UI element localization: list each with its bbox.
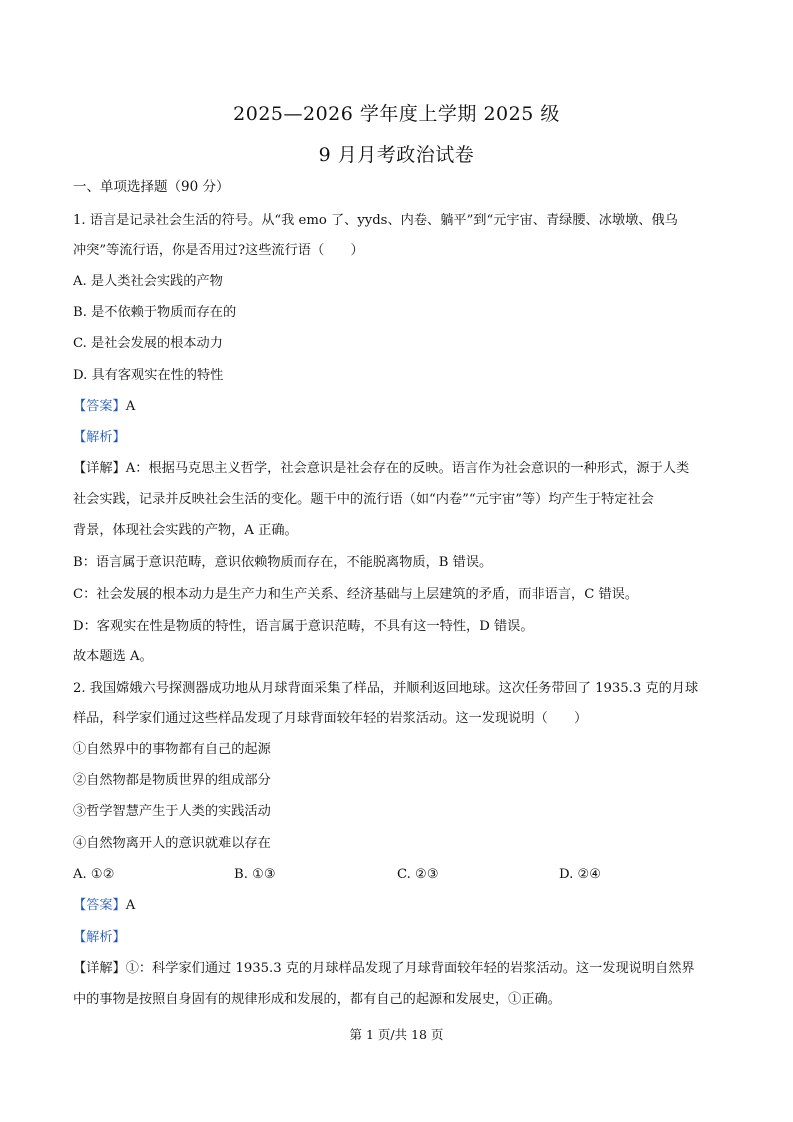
q2-answer [73, 897, 733, 915]
q2-statement-2: ②自然物都是物质世界的组成部分 [73, 773, 271, 788]
q1-answer [73, 398, 733, 416]
q2-detail-text1: ①：科学家们通过 1935.3 克的月球样品发现了月球背面较年轻的岩浆活动。这一发现说明自然界 [125, 961, 695, 976]
q2-answer-value: A [125, 898, 136, 913]
q1-analysis-tag [73, 429, 733, 447]
q1-detail-line1 [73, 460, 733, 478]
q1-detail-text1: A：根据马克思主义哲学，社会意识是社会存在的反映。语言作为社会意识的一种形式，源于人类 [125, 461, 690, 476]
q2-detail-line1 [73, 960, 733, 978]
page-footer: 第 1 页/共 18 页 [349, 1027, 444, 1042]
exam-title-line1: 2025—2026 学年度上学期 2025 级 [233, 103, 560, 125]
q2-stem-line2: 样品，科学家们通过这些样品发现了月球背面较年轻的岩浆活动。这一发现说明（ ） [73, 711, 588, 726]
q1-detail-b: B：语言属于意识范畴，意识依赖物质而存在，不能脱离物质，B 错误。 [73, 555, 493, 570]
q1-option-b: B. 是不依赖于物质而存在的 [73, 305, 237, 320]
q2-option-c: C. ②③ [397, 867, 439, 882]
q2-option-a: A. ①② [73, 867, 115, 882]
q2-analysis-label: 【解析】 [73, 930, 126, 945]
q1-detail-line2: 社会实践，记录并反映社会生活的变化。题干中的流行语（如“内卷”“元宇宙”等）均产生于特定社会 [73, 492, 654, 507]
q2-stem-line1: 2. 我国嫦娥六号探测器成功地从月球背面采集了样品，并顺利返回地球。这次任务带回了 1935.3 克的月球 [73, 681, 699, 696]
q1-detail-line3: 背景，体现社会实践的产物，A 正确。 [73, 523, 298, 538]
q2-detail-tag: 【详解】 [73, 961, 126, 976]
q1-answer-tag: 【答案】 [73, 399, 126, 414]
q1-answer-value: A [125, 399, 136, 414]
section-heading: 一、单项选择题（90 分） [73, 179, 230, 195]
q1-conclusion: 故本题选 A。 [73, 649, 153, 664]
q2-answer-tag: 【答案】 [73, 898, 126, 913]
q1-analysis-label: 【解析】 [73, 430, 126, 445]
exam-title-line2: 9 月月考政治试卷 [318, 144, 475, 166]
q1-stem-line1: 1. 语言是记录社会生活的符号。从“我 emo 了、yyds、内卷、躺平”到“元宇宙、青绿腰、冰墩墩、俄乌 [73, 213, 678, 228]
q2-detail-line2: 中的事物是按照自身固有的规律形成和发展的，都有自己的起源和发展史，①正确。 [73, 992, 561, 1007]
q1-detail-tag: 【详解】 [73, 461, 126, 476]
q1-option-a: A. 是人类社会实践的产物 [73, 274, 223, 289]
q2-option-d: D. ②④ [559, 867, 602, 882]
q1-detail-c: C：社会发展的根本动力是生产力和生产关系、经济基础与上层建筑的矛盾，而非语言，C 错误。 [73, 587, 639, 602]
q2-option-b: B. ①③ [234, 867, 276, 882]
q2-statement-1: ①自然界中的事物都有自己的起源 [73, 742, 271, 757]
q2-analysis-tag [73, 929, 733, 947]
q1-stem-line2: 冲突”等流行语，你是否用过?这些流行语（ ） [73, 243, 364, 258]
q1-option-c: C. 是社会发展的根本动力 [73, 336, 223, 351]
q1-detail-d: D：客观实在性是物质的特性，语言属于意识范畴，不具有这一特性，D 错误。 [73, 619, 534, 634]
q2-statement-3: ③哲学智慧产生于人类的实践活动 [73, 804, 271, 819]
q1-option-d: D. 具有客观实在性的特性 [73, 368, 224, 383]
q2-statement-4: ④自然物离开人的意识就难以存在 [73, 836, 271, 851]
